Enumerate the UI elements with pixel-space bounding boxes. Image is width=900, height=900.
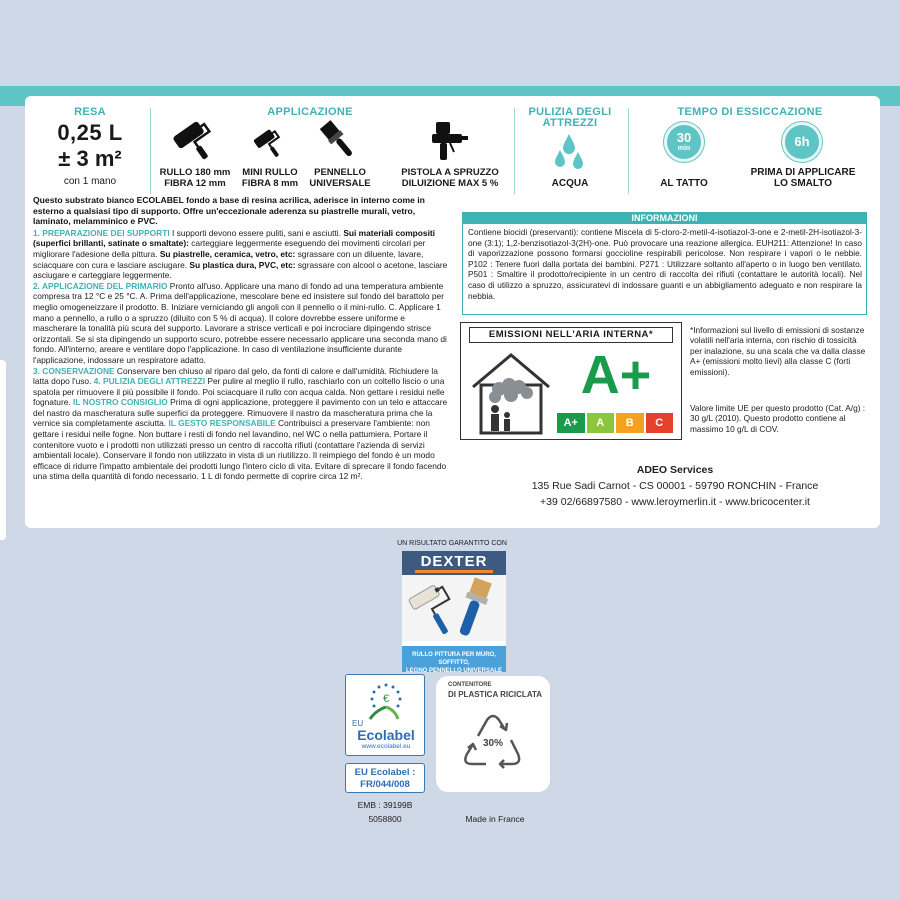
voc-note: Valore limite UE per questo prodotto (Cat. A/g) : 30 g/L (2010). Questo prodotto contiene al massimo 10 g/L di COV. bbox=[690, 403, 866, 434]
roller-icon bbox=[170, 118, 218, 164]
emb-code: EMB : 39199B bbox=[357, 800, 413, 810]
section-1-text: I supporti devono essere puliti, sani e asciutti. bbox=[169, 227, 344, 238]
description-text bbox=[33, 195, 451, 482]
resa-title: RESA bbox=[74, 106, 106, 118]
section-1-text: sgrassare con un diluente, lavare, sciacquare con cura e lasciare asciugare. bbox=[33, 248, 424, 270]
dexter-tools-image bbox=[402, 575, 506, 641]
informazioni-text: Contiene biocidi (preservanti): contiene Miscela di 5-cloro-2-metil-4-isotiazol-3-one e 2-metil-2H-isotiazol-3-one (3:1); 1,2-benzisotiazol-3(2H)-one. Può provocare una reazione allergica. EUH211: Attenzione! In caso di vaporizzazione possono formarsi goccioline respirabili pericolose. Non respirare i vapori o le nebbie. P102 : Tenere fuori dalla portata dei bambini. P271 : Utilizzare soltanto all'aperto o in luogo ben ventilato. P501 : Smaltire il prodotto/recipiente in un centro di raccolta dei rifiuti (contattare le autorità locali). Nel caso di utilizzo a spruzzo, assicuratevi di indossare guanti e un abbigliamento adeguato e non respirare la nebbia. bbox=[468, 227, 862, 301]
dexter-card bbox=[402, 551, 506, 674]
resa-coverage: ± 3 m² bbox=[58, 146, 122, 171]
informazioni-title: INFORMAZIONI bbox=[463, 213, 866, 224]
pulizia-title-2: ATTREZZI bbox=[542, 117, 598, 129]
section-6-text: Contribuisci a preservare l'ambiente: non gettare i residui nelle fogne. Non buttare i resti di fondo nel lavandino, nel WC o nella pattumiera. Portare il contenitore vuoto e i prodotti non utilizzati presso un centro di raccolta rifiuti (contattare l'azienda di servizi ambientali locale). Conservare il fondo non utilizzato in vista di un riutilizzo. Il reimpiego del fondo è un modo efficace di ridurre l'impatto ambientale dei prodotti lungo l'intero ciclo di vita. Evitare di sprecare il fondo facendo una stima della quantità di fondo necessario. 1 L di fondo permette di coprire circa 12 m². bbox=[33, 418, 447, 482]
section-5-title: IL NOSTRO CONSIGLIO bbox=[73, 397, 168, 408]
section-6-title: IL GESTO RESPONSABILE bbox=[168, 418, 276, 429]
drying-30min-label: AL TATTO bbox=[660, 178, 708, 189]
dexter-logo bbox=[402, 551, 506, 575]
resa-note: con 1 mano bbox=[63, 176, 117, 187]
company-name: ADEO Services bbox=[636, 464, 714, 476]
mini-roller-icon bbox=[252, 126, 286, 162]
intro-text: Questo substrato bianco ECOLABEL fondo a base di resina acrilica, aderisce in interno come in esterno a qualsiasi tipo di supporto. Offre un'eccezionale aderenza su piastrelle murali, vetro, laminato, melamminico e PVC. bbox=[33, 195, 425, 227]
dexter-top-text: UN RISULTATO GARANTITO CON bbox=[397, 540, 507, 547]
section-5-text: Prima di ogni applicazione, proteggere il pavimento con un telo e attaccare del nastro da mascheratura sulle superfici da proteggere. Rimuovere il nastro da mascheratura prima che la vernice sia completamente asciutta. bbox=[33, 397, 448, 429]
ecolabel-eu: EU bbox=[352, 719, 364, 728]
separator bbox=[628, 108, 629, 194]
svg-text:€: € bbox=[382, 693, 390, 705]
mini-roller-line1: MINI RULLO bbox=[242, 167, 298, 178]
section-3-text: Conservare ben chiuso al riparo dal gelo, da fonti di calore e dall'umidità. Richiudere la latta dopo l'uso. bbox=[33, 365, 438, 387]
spray-gun-line2: DILUIZIONE MAX 5 % bbox=[401, 178, 499, 189]
drying-30min-badge bbox=[664, 122, 704, 162]
scale-b: B bbox=[616, 413, 644, 433]
mini-roller-line2: FIBRA 8 mm bbox=[241, 178, 299, 189]
scale-a: A bbox=[587, 413, 615, 433]
drying-6h-line1: PRIMA DI APPLICARE bbox=[750, 167, 856, 178]
roller-line2: FIBRA 12 mm bbox=[164, 178, 226, 189]
dexter-caption-2: LEGNO PENNELLO UNIVERSALE bbox=[405, 668, 502, 674]
drying-6h-line2: LO SMALTO bbox=[774, 178, 832, 189]
pulizia-label: ACQUA bbox=[551, 178, 589, 189]
section-3-title: 3. CONSERVAZIONE bbox=[33, 365, 115, 376]
company-contacts: +39 02/66897580 - www.leroymerlin.it - www.bricocenter.it bbox=[540, 496, 810, 508]
made-in: Made in France bbox=[465, 814, 525, 824]
section-4-title: 4. PULIZIA DEGLI ATTREZZI bbox=[93, 376, 206, 387]
resa-amount: 0,25 L bbox=[57, 120, 123, 145]
dexter-caption-1: RULLO PITTURA PER MURO, SOFFITTO, bbox=[412, 652, 496, 666]
roller-line1: RULLO 180 mm bbox=[159, 167, 231, 178]
ecolabel-logo bbox=[345, 674, 425, 756]
pulizia-title-1: PULIZIA DEGLI bbox=[528, 106, 612, 118]
ecolabel-name: Ecolabel bbox=[357, 727, 415, 743]
ecolabel-code-1: EU Ecolabel : bbox=[354, 767, 416, 778]
recycle-label bbox=[436, 676, 550, 792]
section-1-bold: Su piastrelle, ceramica, vetro, etc: bbox=[159, 248, 296, 259]
section-1-title: 1. PREPARAZIONE DEI SUPPORTI bbox=[33, 227, 170, 238]
brush-line2: UNIVERSALE bbox=[309, 178, 371, 189]
scale-a-plus: A+ bbox=[557, 413, 585, 433]
section-4-text: Per pulire al meglio il rullo, raschiarlo con un coltello liscio o una spatola per rimuovere il più possibile il fondo. Poi sciacquare il rullo con acqua calda. Non gettare i residui nelle fognature. bbox=[33, 376, 445, 408]
dexter-brand: DEXTER bbox=[415, 554, 494, 573]
water-drops-icon bbox=[553, 132, 585, 172]
separator bbox=[514, 108, 515, 194]
left-edge-fragment bbox=[0, 360, 6, 540]
product-code: 5058800 bbox=[368, 814, 402, 824]
section-1-bold: Su plastica dura, PVC, etc: bbox=[189, 259, 296, 270]
drying-6h-value: 6h bbox=[794, 134, 810, 149]
recycle-title-2: DI PLASTICA RICICLATA bbox=[448, 690, 543, 699]
drying-6h-badge bbox=[782, 122, 822, 162]
recycle-percent: 30% bbox=[482, 738, 504, 749]
recycle-icon bbox=[456, 706, 530, 776]
scale-c: C bbox=[646, 413, 674, 433]
section-1-text: sgrassare con alcool o acetone, lasciare asciugare e carteggiare leggermente. bbox=[33, 259, 448, 281]
section-1-bold: Sui materiali compositi (superfici brillanti, satinate o smaltate): bbox=[33, 227, 436, 249]
company-address: 135 Rue Sadi Carnot - CS 00001 - 59790 RONCHIN - France bbox=[531, 480, 819, 492]
section-1-text: carteggiare leggermente eseguendo dei movimenti circolari per migliorare l'adesione della pittura. bbox=[33, 238, 426, 259]
dexter-caption bbox=[402, 646, 506, 672]
emission-label bbox=[460, 322, 682, 440]
ecolabel-code-2: FR/044/008 bbox=[360, 779, 410, 790]
emission-scale bbox=[557, 413, 673, 433]
drying-30min-value: 30 bbox=[676, 130, 692, 145]
ecolabel-url: www.ecolabel.eu bbox=[361, 743, 411, 750]
section-2-title: 2. APPLICAZIONE DEL PRIMARIO bbox=[33, 280, 168, 291]
separator bbox=[150, 108, 151, 194]
house-emission-icon bbox=[469, 349, 553, 435]
spray-gun-line1: PISTOLA A SPRUZZO bbox=[401, 167, 499, 178]
applicazione-title: APPLICAZIONE bbox=[267, 106, 353, 118]
recycle-title-1: CONTENITORE bbox=[448, 682, 492, 688]
informazioni-box bbox=[462, 212, 867, 315]
emission-note: *Informazioni sul livello di emissioni di sostanze volatili nell'aria interna, con rischio di tossicità per inalazione, su una scala che va dalla classe A+ (emissioni molto lievi) alla classe C (forti emissioni). bbox=[690, 325, 866, 377]
section-2-text: Pronto all'uso. Applicare una mano di fondo ad una temperatura ambiente compresa tra 12 °C e 25 °C. A. Prima dell'applicazione, mescolare bene ed insistere sul fondo del barattolo per meglio omogeneizzare il prodotto. B. Iniziare verniciando gli angoli con il pennello o il mini-rullo. C. Applicare 1 mano a pennello, a rullo o a spruzzo (diluito con 5 % di acqua). Il colore dovrebbe essere uniforme e mascherare la tonalità più scura del supporto. Lavorare a strisce verticali e poi incrociare dipingendo strisce orizzontali. Se si sta dipingendo un supporto scuro, potrebbe essere necessario applicare una seconda mano di fondo. All'interno, areare e ventilare dopo l'applicazione. In caso di ventilazione insufficiente durante l'applicazione, indossare un respiratore adatto. bbox=[33, 280, 447, 365]
emission-title: EMISSIONI NELL'ARIA INTERNA* bbox=[469, 327, 673, 343]
tempo-title: TEMPO DI ESSICCAZIONE bbox=[677, 106, 823, 118]
spray-gun-icon bbox=[428, 120, 470, 162]
brush-line1: PENNELLO bbox=[314, 167, 366, 178]
ecolabel-code bbox=[345, 763, 425, 793]
ecolabel-flower-icon bbox=[364, 679, 408, 721]
drying-30min-unit: min bbox=[677, 145, 691, 152]
brush-icon bbox=[318, 118, 358, 162]
emission-grade: A+ bbox=[580, 345, 652, 405]
